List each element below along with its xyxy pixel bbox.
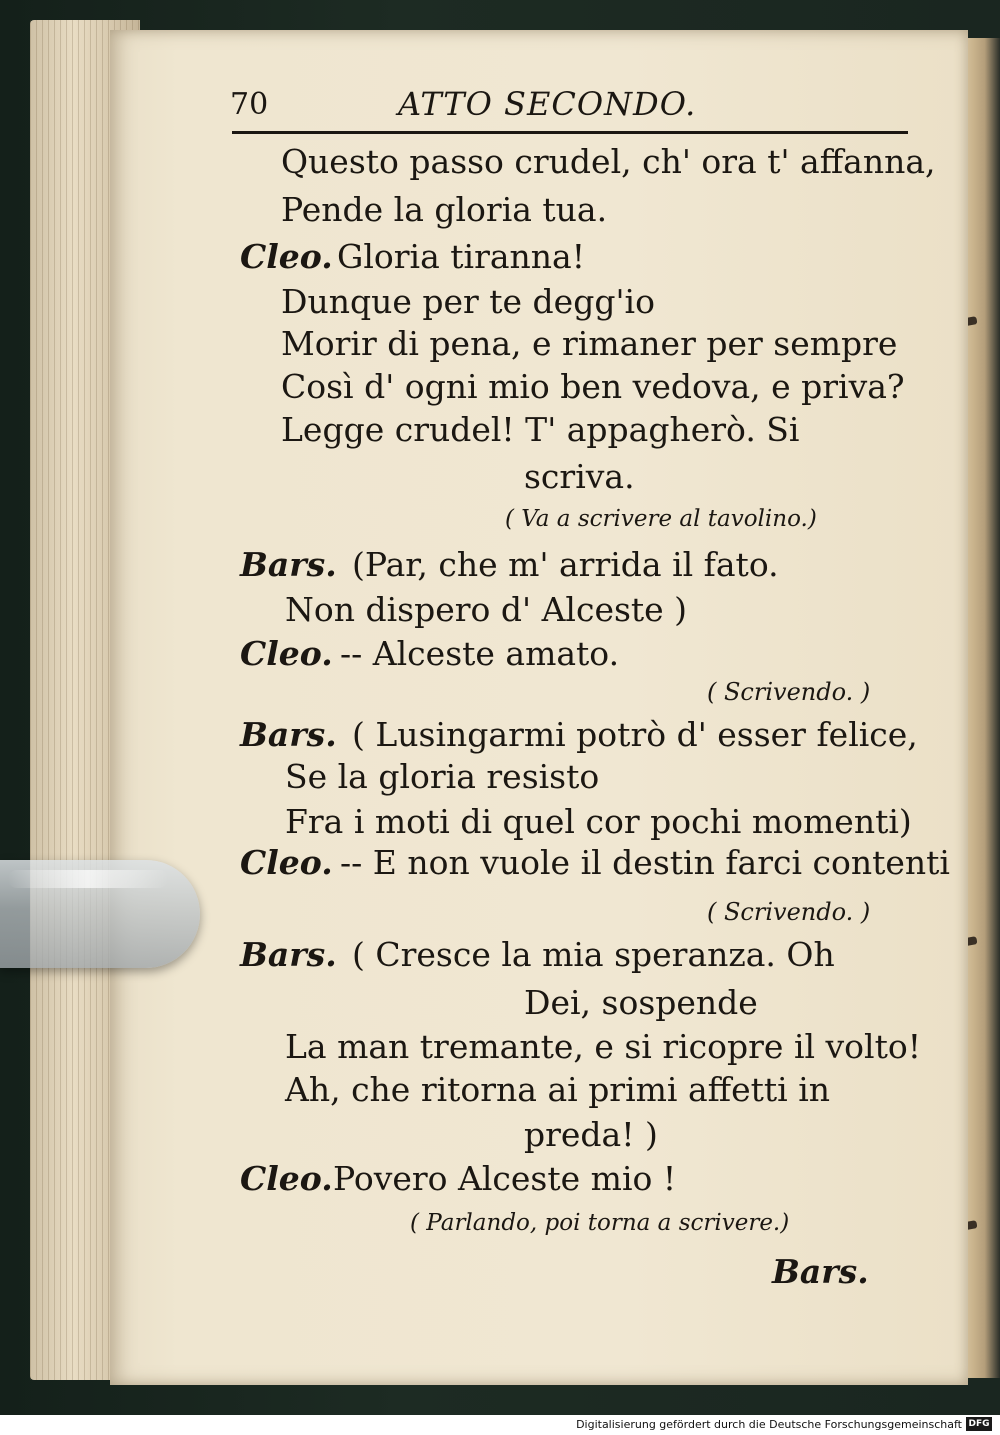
verse-line: Dunque per te degg'io	[281, 282, 655, 321]
header-rule	[232, 131, 908, 134]
verse-line: Così d' ogni mio ben vedova, e priva?	[281, 367, 905, 406]
verse-line: Gloria tiranna!	[337, 237, 585, 276]
catchword: Bars.	[772, 1252, 869, 1291]
verse-line: Se la gloria resisto	[285, 757, 600, 796]
speaker-label: Bars.	[240, 935, 337, 974]
speaker-label: Bars.	[240, 545, 337, 584]
verse-line: preda! )	[524, 1115, 658, 1154]
verse-line: ( Lusingarmi potrò d' esser felice,	[352, 715, 918, 754]
verse-line: ( Cresce la mia speranza. Oh	[352, 935, 835, 974]
speaker-label: Cleo.	[240, 843, 333, 882]
verse-line: Dei, sospende	[524, 983, 758, 1022]
speaker-label: Cleo.	[240, 634, 333, 673]
stage-direction: ( Parlando, poi torna a scrivere.)	[410, 1210, 790, 1236]
verse-line: (Par, che m' arrida il fato.	[352, 545, 779, 584]
stage-direction: ( Va a scrivere al tavolino.)	[505, 506, 817, 532]
running-title: ATTO SECONDO.	[398, 85, 697, 123]
digitization-credit: Digitalisierung gefördert durch die Deutsche Forschungsgemeinschaft	[576, 1418, 962, 1431]
dfg-logo: DFG	[966, 1417, 992, 1431]
verse-line: -- E non vuole il destin farci contenti	[340, 843, 950, 882]
verse-line: Fra i moti di quel cor pochi momenti)	[285, 802, 912, 841]
verse-line: Questo passo crudel, ch' ora t' affanna,	[281, 142, 936, 181]
speaker-label: Cleo.	[240, 1159, 333, 1198]
stage-direction: ( Scrivendo. )	[707, 898, 871, 926]
verse-line: La man tremante, e si ricopre il volto!	[285, 1027, 921, 1066]
verse-line: scriva.	[524, 457, 635, 496]
verse-line: Pende la gloria tua.	[281, 190, 608, 229]
page-holder-clamp	[0, 860, 200, 968]
verse-line: Povero Alceste mio !	[333, 1159, 677, 1198]
verse-line: -- Alceste amato.	[340, 634, 620, 673]
verse-line: Non dispero d' Alceste )	[285, 590, 688, 629]
verse-line: Morir di pena, e rimaner per sempre	[281, 324, 898, 363]
speaker-label: Cleo.	[240, 237, 333, 276]
speaker-label: Bars.	[240, 715, 337, 754]
verse-line: Ah, che ritorna ai primi affetti in	[285, 1070, 830, 1109]
page-number: 70	[230, 87, 269, 122]
stage-direction: ( Scrivendo. )	[707, 678, 871, 706]
verse-line: Legge crudel! T' appagherò. Si	[281, 410, 800, 449]
